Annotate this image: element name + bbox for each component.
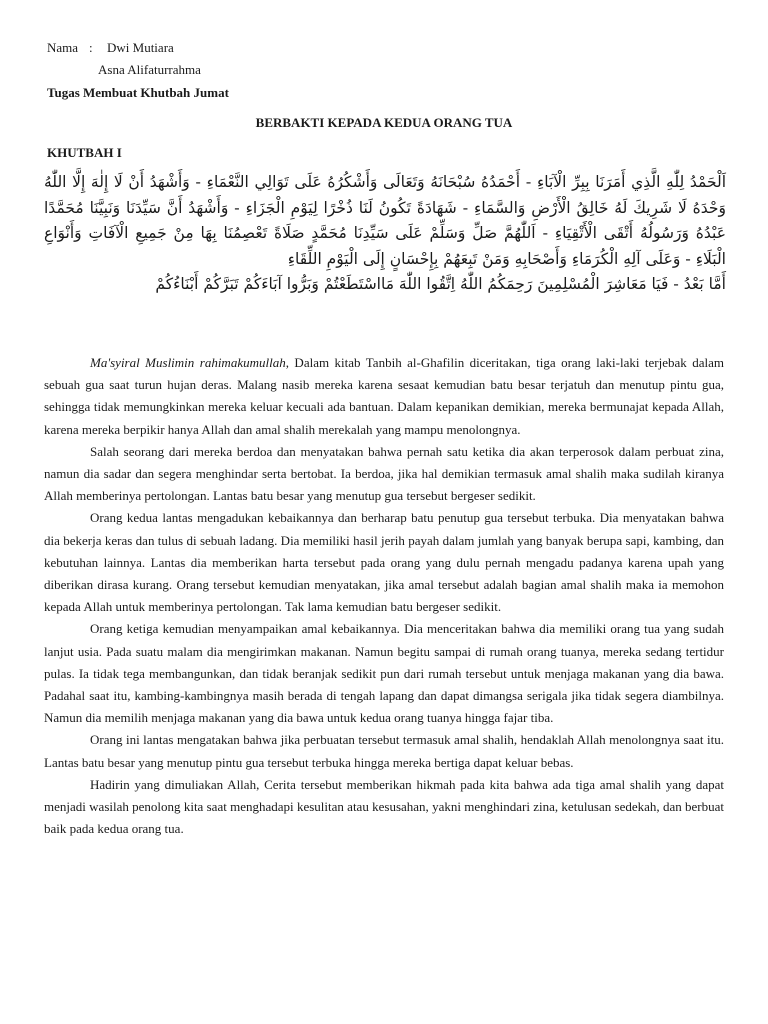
paragraph-1-text: , Dalam kitab Tanbih al-Ghafilin diceritakan, tiga orang laki-laki terjebak dalam sebuah gua saat turun hujan deras. Malang nasib mereka karena sesaat kemudian batu besar terjatuh dan menutup pintu gua, sehingga tidak memungkinkan mereka keluar kecuali ada bantuan. Dalam kepanikan demikian, mereka bermunajat kepada Allah, karena mereka berpikir hanya Allah dan amal shalih merekalah yang mampu menolongnya.: [44, 355, 725, 437]
paragraph-2: Salah seorang dari mereka berdoa dan menyatakan bahwa pernah satu ketika dia akan terperosok dalam perbuat zina, namun dia sadar dan segera menghindar serta bertobat. Ia berdoa, jika hal demikian termasuk amal shalih maka sudilah kiranya Allah memberinya pertolongan. Lantas batu besar yang menutup gua tersebut bergeser sedikit.: [44, 443, 724, 504]
sermon-body: [44, 352, 724, 840]
paragraph-3: Orang kedua lantas mengadukan kebaikannya dan berharap batu penutup gua tersebut terbuka. Dia menyatakan bahwa dia bekerja keras dan tulus di sebuah ladang. Dia memiliki hasil jerih payah dalam jumlah yang banyak berupa sapi, kambing, dan kebutuhan lainnya. Lantas dia memberikan harta tersebut pada orang yang dulu pernah mengadu padanya karena upah yang diberikan dirasa kurang. Orang tersebut kemudian menyatakan, jika amal tersebut adalah bagian amal shalih maka ia memohon kepada Allah untuk memberinya pertolongan. Tak lama kemudian batu bergeser sedikit.: [44, 510, 724, 615]
name-separator: :: [89, 40, 93, 55]
name-label: Nama: [47, 40, 79, 55]
author-name-1: Dwi Mutiara: [107, 40, 174, 55]
name-row-2: [98, 62, 201, 78]
paragraph-5: Orang ini lantas mengatakan bahwa jika perbuatan tersebut termasuk amal shalih, hendaklah Allah menolongnya saat itu. Lantas batu besar yang menutup pintu gua tersebut terbuka hingga mereka bertiga dapat keluar bebas.: [44, 732, 724, 770]
paragraph-4: Orang ketiga kemudian menyampaikan amal kebaikannya. Dia menceritakan bahwa dia memiliki orang tua yang sudah lanjut usia. Pada suatu malam dia mengirimkan makanan. Namun begitu sampai di rumah orang tuanya, mereka sedang tertidur pulas. Ia tidak tega membangunkan, dan tidak beranjak sedikit pun dari rumah tersebut untuk menjaga makanan yang dia bawa. Padahal saat itu, kambing-kambingnya masih berada di tengah lapang dan dapat dimangsa serigala jika tidak segera diambilnya. Namun dia memilih menjaga makanan yang dia bawa untuk kedua orang tuanya hingga fajar tiba.: [44, 621, 724, 726]
name-row: [47, 40, 174, 56]
document-title: BERBAKTI KEPADA KEDUA ORANG TUA: [255, 115, 513, 130]
arabic-amma-badu: أَمَّا بَعْدُ - فَيَا مَعَاشِرَ الْمُسْلِمِينَ رَحِمَكُمُ اللّٰهُ اِتَّقُوا اللّٰهَ مَااسْتَطَعْتُمْ وَبَرُّوا آبَاءَكُمْ تَبَرَّكُمْ أَبْنَاءُكُمْ: [155, 275, 726, 293]
salutation: Ma'syiral Muslimin rahimakumullah: [90, 355, 286, 370]
paragraph-6: Hadirin yang dimuliakan Allah, Cerita tersebut memberikan hikmah pada kita bahwa ada tiga amal shalih yang dapat menjadi wasilah penolong kita saat menghadapi kesulitan atau kesusahan, yakni menghindari zina, ketulusan sedekah, dan berbuat baik pada kedua orang tua.: [44, 776, 724, 837]
author-name-2: Asna Alifaturrahma: [98, 62, 201, 77]
arabic-praise: اَلْحَمْدُ لِلّٰهِ الَّذِي أَمَرَنَا بِبِرِّ الْآبَاءِ - أَحْمَدُهُ سُبْحَانَهُ وَتَعَالَى وَأَشْكُرُهُ عَلَى تَوَالِي النَّعْمَاءِ - وَأَشْهَدُ أَنْ لَا إِلٰهَ إِلَّا اللّٰهُ وَحْدَهُ لَا شَرِيكَ لَهُ خَالِقُ الْأَرْضِ وَالسَّمَاءِ - شَهَادَةً تَكُونُ لَنَا ذُخْرًا لِيَوْمِ الْجَزَاءِ - وَأَشْهَدُ أَنَّ سَيِّدَنَا وَنَبِيَّنَا مُحَمَّدًا عَبْدُهُ وَرَسُولُهُ أَتْقَى الْأَتْقِيَاءِ - اَللّٰهُمَّ صَلِّ وَسَلِّمْ عَلَى سَيِّدِنَا مُحَمَّدٍ صَلَاةً تَعْصِمُنَا بِهَا مِنْ جَمِيعِ الْآفَاتِ وَأَنْوَاعِ الْبَلَاءِ - وَعَلَى آلِهِ الْكُرَمَاءِ وَأَصْحَابِهِ وَمَنْ تَبِعَهُمْ بِإِحْسَانٍ إِلَى الْيَوْمِ اللِّقَاءِ: [44, 173, 726, 268]
paragraph-1: [44, 352, 724, 441]
arabic-opening: [44, 170, 726, 298]
task-title: Tugas Membuat Khutbah Jumat: [47, 85, 229, 100]
section-heading: KHUTBAH I: [47, 145, 122, 160]
